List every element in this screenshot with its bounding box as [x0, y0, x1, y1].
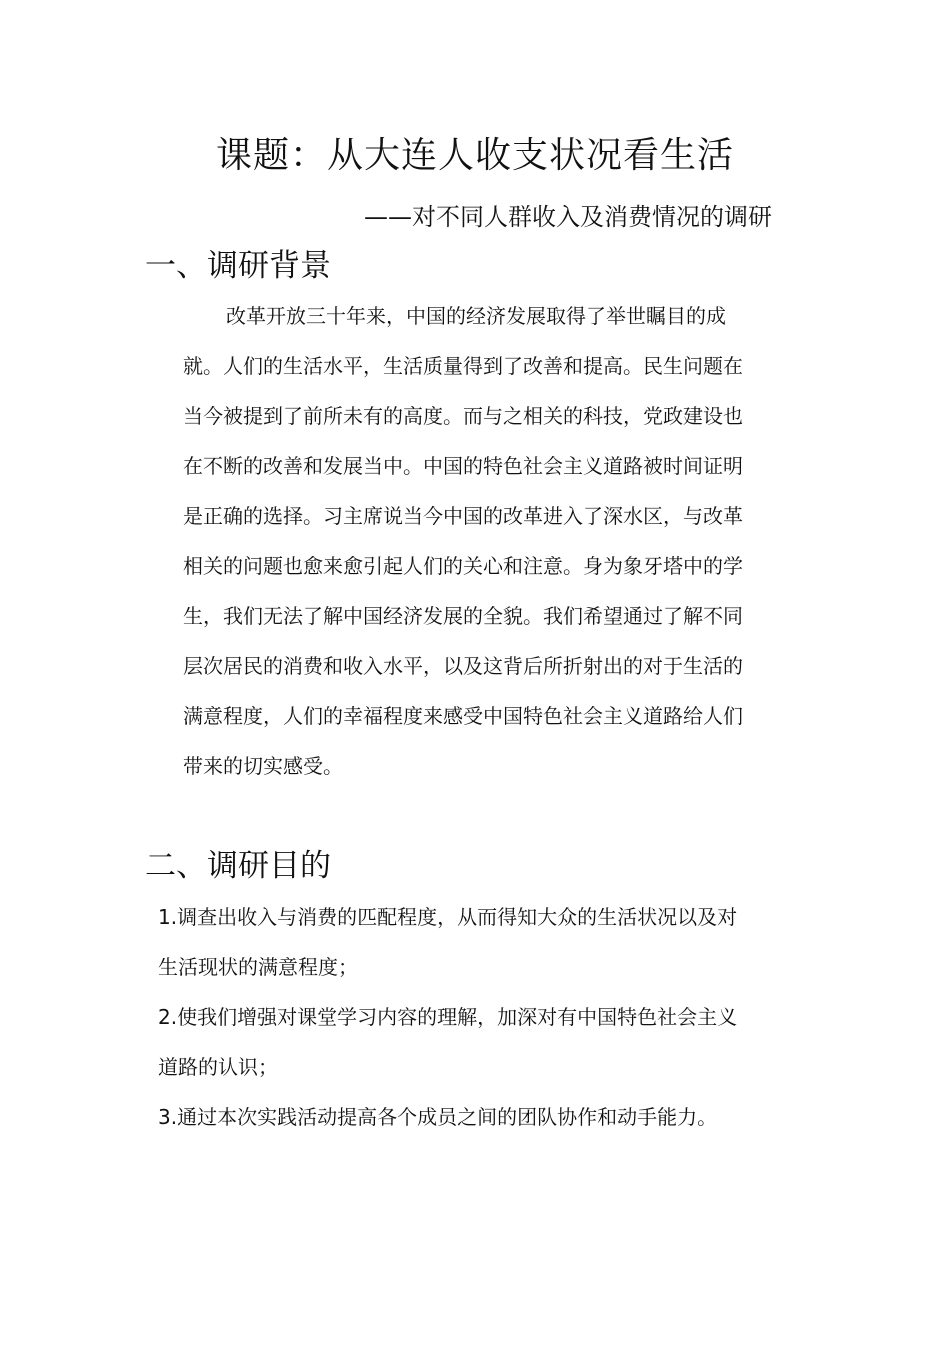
objective-item-2-continued: 道路的认识；	[158, 1055, 278, 1079]
paragraph-line: 在不断的改善和发展当中。中国的特色社会主义道路被时间证明	[183, 454, 743, 478]
paragraph-line: 就。人们的生活水平，生活质量得到了改善和提高。民生问题在	[183, 354, 743, 378]
objective-item-1-continued: 生活现状的满意程度；	[158, 955, 358, 979]
paragraph-line: 满意程度，人们的幸福程度来感受中国特色社会主义道路给人们	[183, 704, 743, 728]
paragraph-line: 生，我们无法了解中国经济发展的全貌。我们希望通过了解不同	[183, 604, 743, 628]
objective-item-1: 1.调查出收入与消费的匹配程度，从而得知大众的生活状况以及对	[158, 905, 738, 929]
paragraph-line: 层次居民的消费和收入水平，以及这背后所折射出的对于生活的	[183, 654, 743, 678]
section-heading-background: 一、调研背景	[145, 248, 331, 284]
document-subtitle: ——对不同人群收入及消费情况的调研	[364, 203, 772, 231]
paragraph-line: 相关的问题也愈来愈引起人们的关心和注意。身为象牙塔中的学	[183, 554, 743, 578]
objective-item-2: 2.使我们增强对课堂学习内容的理解，加深对有中国特色社会主义	[158, 1005, 738, 1029]
paragraph-line: 带来的切实感受。	[183, 754, 343, 778]
paragraph-line: 是正确的选择。习主席说当今中国的改革进入了深水区，与改革	[183, 504, 743, 528]
objective-item-3: 3.通过本次实践活动提高各个成员之间的团队协作和动手能力。	[158, 1105, 718, 1129]
document-title: 课题：从大连人收支状况看生活	[215, 135, 734, 176]
paragraph-line: 当今被提到了前所未有的高度。而与之相关的科技，党政建设也	[183, 404, 743, 428]
paragraph-line: 改革开放三十年来，中国的经济发展取得了举世瞩目的成	[226, 304, 726, 328]
section-heading-objectives: 二、调研目的	[145, 848, 331, 884]
